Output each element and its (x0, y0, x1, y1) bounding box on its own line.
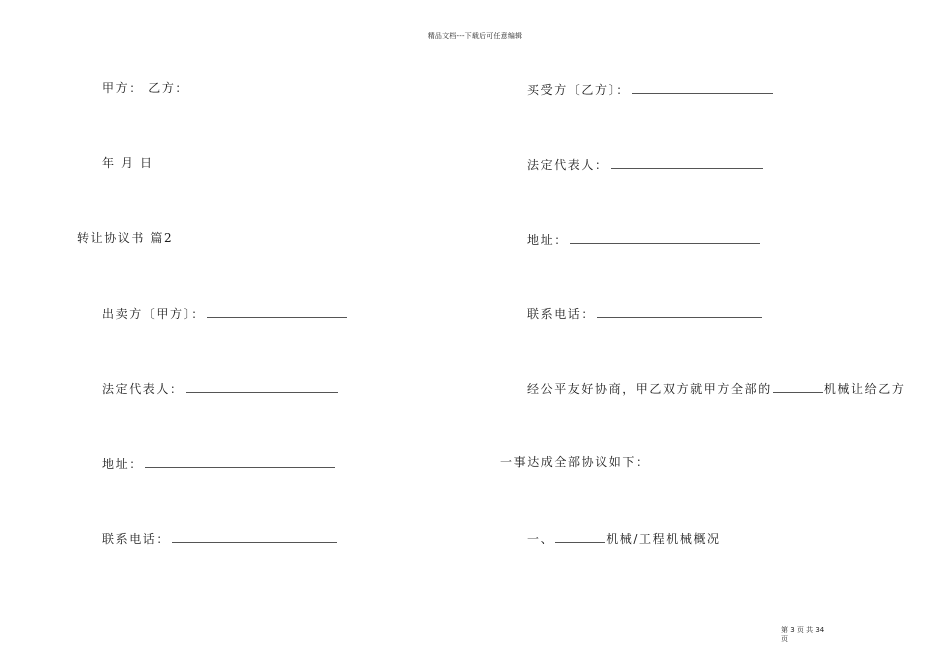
page-header: 精品文档---下载后可任意编辑 (427, 32, 523, 40)
buyer-phone-label: 联系电话： (527, 307, 596, 321)
seller-blank (207, 305, 347, 318)
section-title (77, 231, 173, 245)
buyer-label: 买受方〔乙方〕： (527, 83, 630, 97)
date-label: 年 月 日 (102, 156, 154, 170)
seller-address-blank (145, 455, 335, 468)
agreement-intro-line (527, 380, 905, 396)
seller-representative-line (102, 380, 338, 396)
seller-representative-label: 法定代表人： (102, 382, 184, 396)
buyer-blank (632, 81, 773, 94)
seller-phone-label: 联系电话： (102, 532, 171, 546)
buyer-phone-line (527, 305, 762, 321)
buyer-address-blank (570, 231, 760, 244)
agreement-intro-text-a: 经公平友好协商，甲乙双方就甲方全部的 (527, 382, 772, 396)
seller-phone-blank (172, 530, 337, 543)
seller-representative-blank (186, 380, 338, 393)
buyer-phone-blank (597, 305, 762, 318)
seller-label: 出卖方〔甲方〕： (102, 307, 205, 321)
party-a-b-line (102, 81, 189, 95)
seller-address-label: 地址： (102, 457, 143, 471)
buyer-representative-label: 法定代表人： (527, 158, 609, 172)
page-number (781, 626, 824, 644)
buyer-line (527, 81, 773, 97)
page-number-line2: 页 (781, 635, 788, 643)
clause-one-blank (555, 530, 605, 543)
clause-one-title: 机械/工程机械概况 (606, 532, 721, 546)
party-a-b-label: 甲方： 乙方： (102, 81, 190, 95)
buyer-representative-line (527, 156, 763, 172)
agreement-continuation-text: 一事达成全部协议如下： (500, 455, 650, 469)
section-title-text: 转让协议书 篇2 (77, 231, 174, 245)
agreement-continuation-line (500, 455, 650, 469)
agreement-intro-text-b: 机械让给乙方 (823, 382, 906, 396)
clause-one-line (527, 530, 721, 546)
date-line (102, 156, 154, 170)
buyer-representative-blank (611, 156, 763, 169)
seller-phone-line (102, 530, 337, 546)
clause-one-number: 一、 (527, 532, 555, 546)
machinery-type-blank (773, 380, 823, 393)
seller-address-line (102, 455, 335, 471)
page-number-line1: 第 3 页 共 34 (781, 626, 825, 634)
buyer-address-label: 地址： (527, 233, 568, 247)
buyer-address-line (527, 231, 760, 247)
seller-line (102, 305, 347, 321)
